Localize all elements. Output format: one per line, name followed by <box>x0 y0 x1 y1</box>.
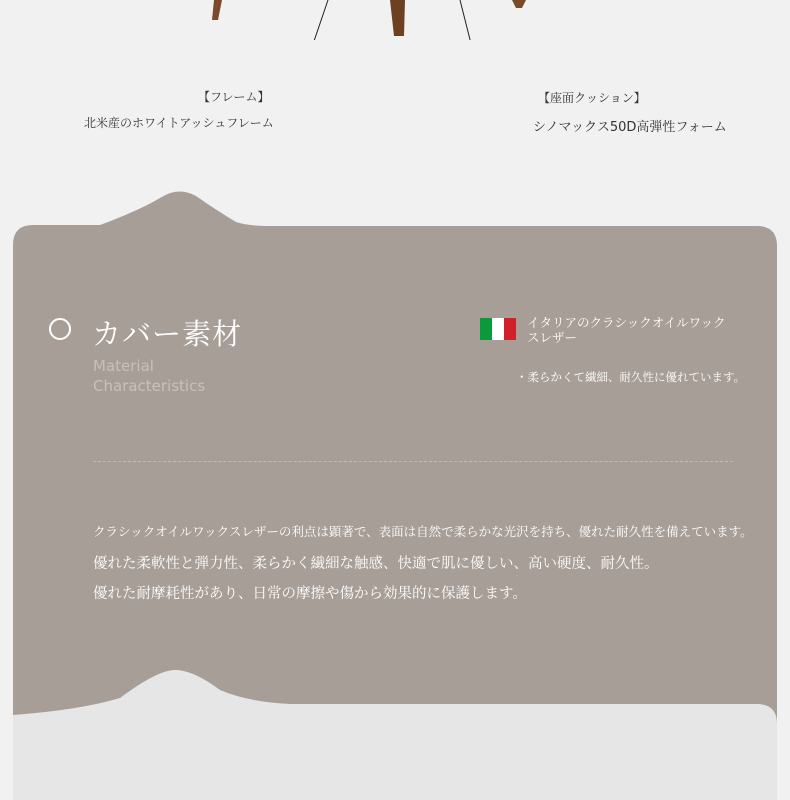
circle-bullet-icon <box>49 318 71 340</box>
body-text-line-2: 優れた柔軟性と弾力性、柔らかく繊細な触感、快適で肌に優しい、高い硬度、耐久性。 <box>93 556 659 572</box>
section-subtitle <box>93 356 205 396</box>
subtitle-line-1: Material <box>93 357 154 375</box>
cushion-callout-desc: シノマックス50D高弾性フォーム <box>533 120 727 135</box>
section-title: カバー素材 <box>92 317 243 351</box>
dashed-divider <box>93 461 733 462</box>
frame-callout-label: 【フレーム】 <box>198 90 270 104</box>
leather-origin-text: イタリアのクラシックオイルワックスレザー <box>527 315 726 345</box>
subtitle-line-2: Characteristics <box>93 377 206 395</box>
leather-feature-note: ・柔らかくて繊細、耐久性に優れています。 <box>516 370 746 384</box>
frame-callout-desc: 北米産のホワイトアッシュフレーム <box>84 116 274 130</box>
body-text-line-1: クラシックオイルワックスレザーの利点は顕著で、表面は自然で柔らかな光沢を持ち、優れた耐久性を備えています。 <box>93 524 753 539</box>
body-text-line-3: 優れた耐摩耗性があり、日常の摩擦や傷から効果的に保護します。 <box>93 586 527 602</box>
italy-flag-icon <box>480 318 516 340</box>
cushion-callout-label: 【座面クッション】 <box>538 91 646 105</box>
